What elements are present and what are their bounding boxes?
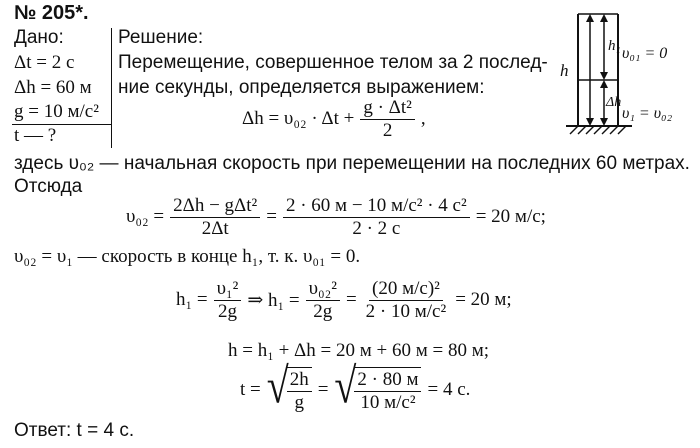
eq3-numerator-1: υ₁² (214, 279, 242, 301)
eq2-numerator-1: 2Δh − gΔt² (170, 196, 260, 218)
dh-arrow-head-bottom (600, 118, 608, 126)
solution-heading: Решение: (118, 27, 204, 48)
h1-arrow-head-top (600, 14, 608, 22)
ground-hatching (570, 126, 626, 134)
eq2-lhs: υ₀₂ = (126, 206, 165, 228)
sqrt-sign: √ (266, 357, 289, 414)
h-arrow-head-top (586, 14, 594, 22)
fall-diagram (540, 8, 696, 146)
equation-4: h = h₁ + Δh = 20 м + 60 м = 80 м; (228, 340, 490, 361)
v1-label: υ₁ = υ₀₂ (622, 105, 673, 122)
given-heading: Дано: (14, 27, 64, 48)
equation-1 (242, 98, 426, 141)
eq3-denominator-3: 2 · 10 м/с² (365, 300, 447, 322)
eq5-lhs: t = (240, 378, 261, 400)
eq5-numerator-1: 2h (287, 370, 312, 392)
solution-line-5: υ₀₂ = υ₁ — скорость в конце h₁, т. к. υ₀₁ = 0. (14, 246, 361, 267)
given-vertical-divider (111, 28, 112, 148)
eq5-denominator-2: 10 м/с² (360, 391, 416, 413)
eq5-result: = 4 с. (427, 378, 471, 400)
eq1-left: Δh = υ₀₂ · Δt + (242, 108, 355, 130)
given-find: t — ? (14, 125, 57, 146)
equation-3 (176, 279, 512, 322)
dh-label: Δh (606, 95, 622, 110)
solution-line-2: ние секунды, определяется выражением: (118, 77, 485, 98)
eq1-fraction (360, 98, 415, 141)
eq5-equals: = (317, 378, 329, 400)
eq5-denominator-1: g (294, 391, 304, 413)
eq5-fraction-2 (354, 370, 421, 413)
v01-label: υ₀₁ = 0 (622, 45, 668, 62)
eq3-numerator-3: (20 м/с)² (369, 279, 443, 301)
eq1-denominator: 2 (382, 119, 393, 141)
eq5-sqrt-2 (334, 357, 421, 414)
eq3-fraction-2 (306, 279, 340, 322)
eq2-numerator-2: 2 · 60 м − 10 м/с² · 4 с² (283, 196, 470, 218)
eq1-numerator: g · Δt² (360, 98, 415, 120)
equation-5 (240, 357, 471, 414)
eq5-numerator-2: 2 · 80 м (354, 370, 421, 392)
eq2-denominator-2: 2 · 2 с (352, 217, 401, 239)
eq3-fraction-1 (214, 279, 242, 322)
dh-arrow-head-top (600, 80, 608, 88)
sqrt-sign: √ (334, 357, 357, 414)
equation-2 (126, 196, 546, 239)
eq2-fraction-1 (170, 196, 260, 239)
eq3-denominator-1: 2g (217, 300, 237, 322)
solution-line-1: Перемещение, совершенное телом за 2 послед- (118, 52, 548, 73)
eq2-fraction-2 (283, 196, 470, 239)
h-arrow-head-bottom (586, 118, 594, 126)
answer: Ответ: t = 4 с. (14, 420, 135, 441)
solution-line-4: Отсюда (14, 176, 83, 197)
eq5-sqrt-1 (266, 357, 312, 414)
eq3-denominator-2: 2g (313, 300, 333, 322)
eq3-equals: = (345, 289, 357, 311)
eq1-end: , (420, 108, 426, 130)
eq2-result: = 20 м/с; (475, 206, 546, 228)
eq3-arrow: ⇒ h₁ = (247, 289, 300, 311)
eq3-result: = 20 м; (455, 289, 512, 311)
problem-number: № 205*. (14, 2, 89, 24)
h1-arrow-head-bottom (600, 72, 608, 80)
eq3-fraction-3 (363, 279, 450, 322)
h1-label: h₁ (608, 38, 621, 54)
given-dh: Δh = 60 м (14, 77, 92, 98)
eq3-lhs: h₁ = (176, 289, 208, 311)
eq2-equals: = (266, 206, 277, 228)
h-label: h (560, 61, 569, 80)
eq3-numerator-2: υ₀₂² (306, 279, 340, 301)
given-g: g = 10 м/с² (14, 101, 99, 122)
eq2-denominator-1: 2Δt (201, 217, 229, 239)
given-dt: Δt = 2 с (14, 52, 75, 73)
eq5-fraction-1 (287, 370, 312, 413)
solution-line-3: здесь υ₀₂ — начальная скорость при перемещении на последних 60 метрах. (14, 153, 690, 174)
